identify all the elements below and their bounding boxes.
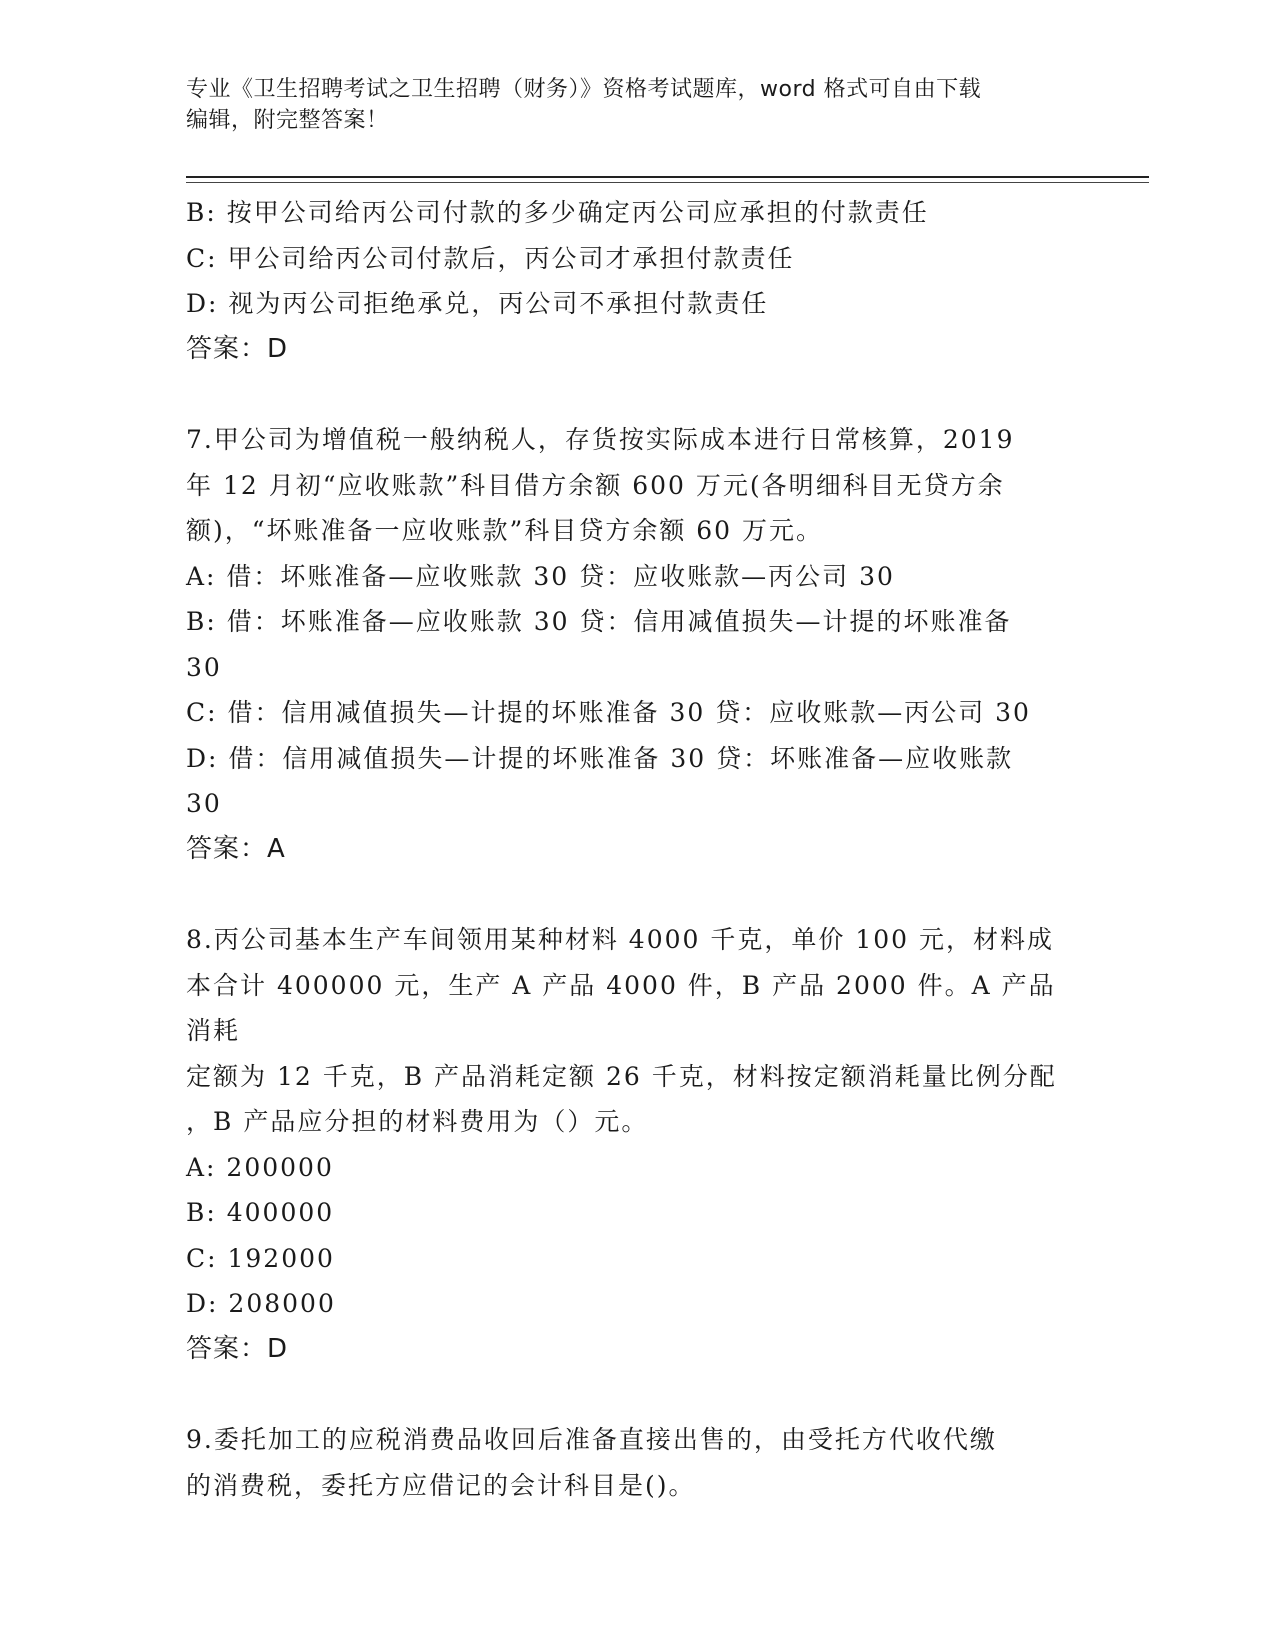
answer-key: 答案：A bbox=[186, 833, 286, 864]
question-block bbox=[186, 417, 1076, 872]
question-stem-line: 的消费税，委托方应借记的会计科目是()。 bbox=[186, 1470, 696, 1500]
question-stem-line: 定额为 12 千克，B 产品消耗定额 26 千克，材料按定额消耗量比例分配 bbox=[186, 1061, 1057, 1091]
question-block bbox=[186, 190, 1076, 372]
answer-option: 30 bbox=[186, 652, 222, 682]
answer-option: B: 按甲公司给丙公司付款的多少确定丙公司应承担的付款责任 bbox=[186, 198, 929, 227]
answer-key: 答案：D bbox=[186, 1333, 289, 1364]
answer-option: 30 bbox=[186, 789, 222, 818]
question-stem-line: 8.丙公司基本生产车间领用某种材料 4000 千克，单价 100 元，材料成 bbox=[186, 925, 1054, 954]
header-divider-thick bbox=[186, 176, 1149, 178]
question-block bbox=[186, 917, 1076, 1372]
document-header bbox=[186, 74, 1086, 136]
header-line-2: 编辑，附完整答案！ bbox=[186, 108, 389, 133]
answer-option: D: 视为丙公司拒绝承兑，丙公司不承担付款责任 bbox=[186, 289, 769, 318]
answer-option: D: 208000 bbox=[186, 1289, 336, 1318]
answer-option: D: 借：信用减值损失—计提的坏账准备 30 贷：坏账准备—应收账款 bbox=[186, 743, 1014, 773]
answer-option: A: 200000 bbox=[186, 1152, 334, 1182]
answer-option: A: 借：坏账准备—应收账款 30 贷：应收账款—丙公司 30 bbox=[186, 561, 895, 591]
answer-option: C: 借：信用减值损失—计提的坏账准备 30 贷：应收账款—丙公司 30 bbox=[186, 698, 1031, 727]
answer-key: 答案：D bbox=[186, 333, 289, 364]
question-block bbox=[186, 1417, 1076, 1508]
question-stem-line: 额)，“坏账准备一应收账款”科目贷方余额 60 万元。 bbox=[186, 516, 824, 545]
answer-option: B: 借：坏账准备—应收账款 30 贷：信用减值损失—计提的坏账准备 bbox=[186, 607, 1012, 636]
header-divider-thin bbox=[186, 182, 1149, 183]
answer-option: B: 400000 bbox=[186, 1198, 335, 1227]
question-stem-line: 本合计 400000 元，生产 A 产品 4000 件，B 产品 2000 件。A 产品消耗 bbox=[186, 970, 1056, 1045]
answer-option: C: 甲公司给丙公司付款后，丙公司才承担付款责任 bbox=[186, 243, 795, 273]
question-stem-line: 7.甲公司为增值税一般纳税人，存货按实际成本进行日常核算，2019 bbox=[186, 425, 1015, 454]
header-line-1: 专业《卫生招聘考试之卫生招聘（财务）》资格考试题库，word 格式可自由下载 bbox=[186, 77, 982, 102]
question-stem-line: ，B 产品应分担的材料费用为（）元。 bbox=[186, 1107, 649, 1136]
question-list bbox=[186, 190, 1076, 1508]
answer-option: C: 192000 bbox=[186, 1243, 335, 1273]
question-stem-line: 9.委托加工的应税消费品收回后准备直接出售的，由受托方代收代缴 bbox=[186, 1425, 997, 1454]
question-stem-line: 年 12 月初“应收账款”科目借方余额 600 万元(各明细科目无贷方余 bbox=[186, 470, 1005, 500]
